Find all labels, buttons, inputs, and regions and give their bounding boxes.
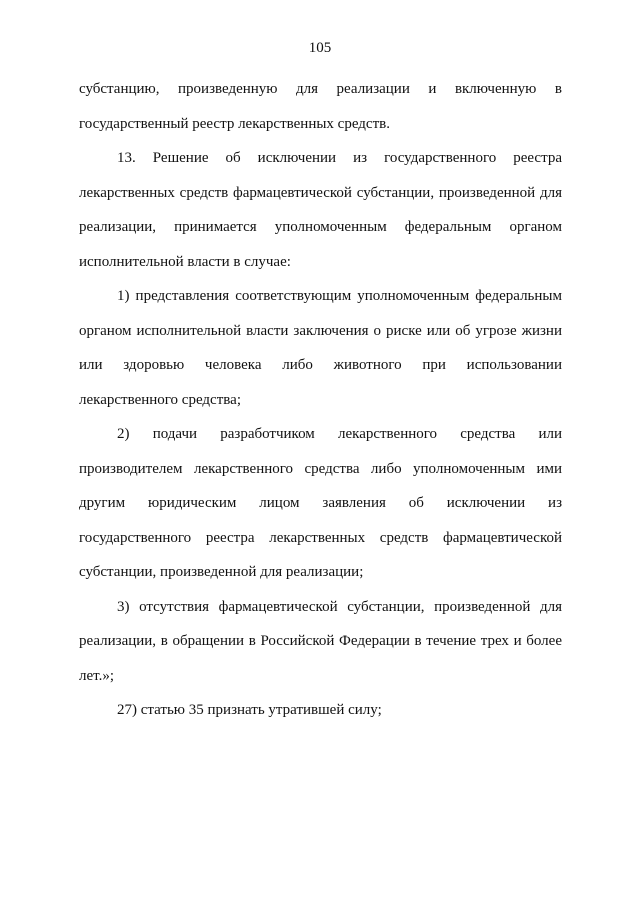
paragraph-item-2: 2) подачи разработчиком лекарственного средства или производителем лекарственного средства либо уполномоченным ими другим юридическим лицом заявления об исключении из государственного реестра лекарственных средств фармацевтической субстанции, произведенной для реализации;	[79, 426, 562, 580]
paragraph-clause-13: 13. Решение об исключении из государственного реестра лекарственных средств фармацевтической субстанции, произведенной для реализации, принимается уполномоченным федеральным органом исполнительной власти в случае:	[79, 150, 562, 270]
paragraph-continuation: субстанцию, произведенную для реализации и включенную в государственный реестр лекарственных средств.	[79, 81, 562, 132]
paragraph-item-1: 1) представления соответствующим уполномоченным федеральным органом исполнительной власти заключения о риске или об угрозе жизни или здоровью человека либо животного при использовании лекарственного средства;	[79, 288, 562, 408]
paragraph-item-3: 3) отсутствия фармацевтической субстанции, произведенной для реализации, в обращении в Российской Федерации в течение трех и более лет.»;	[79, 598, 562, 684]
page-number: 105	[308, 40, 332, 56]
paragraph-item-27: 27) статью 35 признать утратившей силу;	[117, 702, 382, 718]
document-body	[79, 72, 562, 728]
